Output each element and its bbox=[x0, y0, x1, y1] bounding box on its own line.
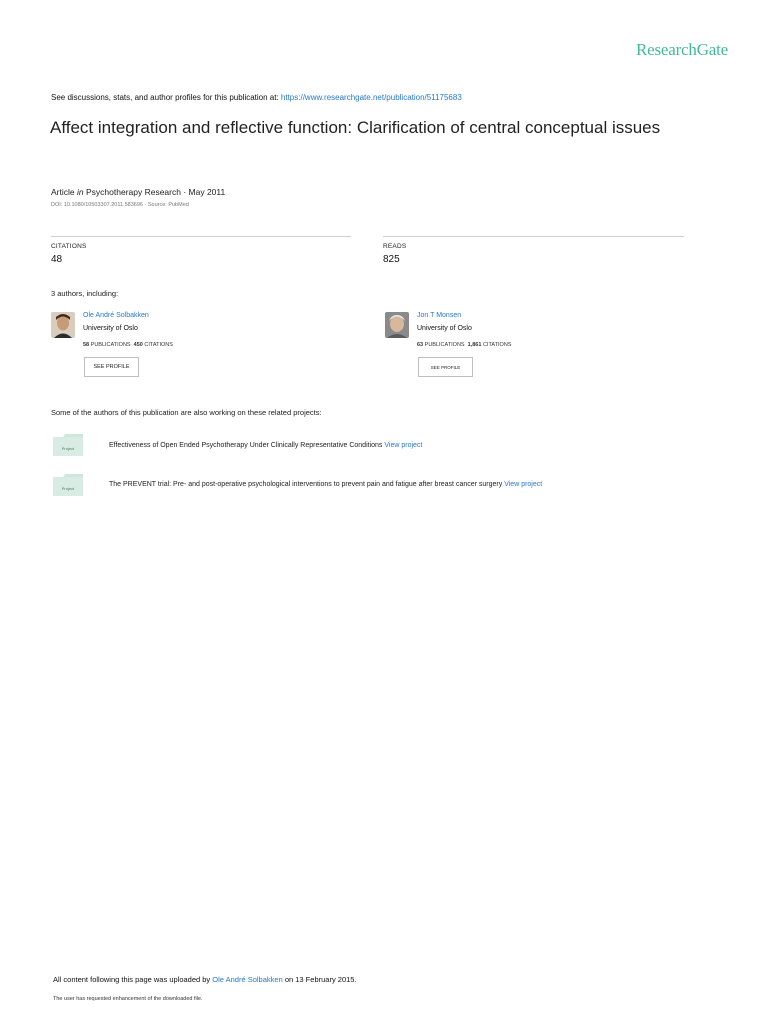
publication-title: Affect integration and reflective function: Clarification of central conceptual issues bbox=[50, 118, 661, 137]
uploader-link[interactable]: Ole André Solbakken bbox=[212, 975, 283, 984]
author-1-citations: 450 bbox=[133, 342, 143, 348]
author-2-publications-label: PUBLICATIONS bbox=[424, 342, 465, 348]
reads-value: 825 bbox=[383, 254, 400, 265]
project-1-folder-icon bbox=[53, 434, 83, 456]
discussion-prefix: See discussions, stats, and author profiles for this publication at: bbox=[51, 93, 281, 102]
author-photo-icon bbox=[385, 312, 409, 338]
project-1-title: Effectiveness of Open Ended Psychotherapy Under Clinically Representative Conditions bbox=[109, 442, 383, 449]
author-photo-icon bbox=[51, 312, 75, 338]
citations-label: CITATIONS bbox=[51, 243, 87, 250]
doi-line: DOI: 10.1080/10503307.2011.583696 · Source: PubMed bbox=[51, 202, 189, 208]
author-1-avatar[interactable] bbox=[51, 312, 75, 338]
discussion-line bbox=[51, 93, 462, 102]
citations-value: 48 bbox=[51, 254, 63, 265]
author-1-citations-label: CITATIONS bbox=[144, 342, 173, 348]
author-2-citations: 1,861 bbox=[467, 342, 482, 348]
authors-heading: 3 authors, including: bbox=[51, 289, 119, 298]
author-2-citations-label: CITATIONS bbox=[482, 342, 512, 348]
article-info bbox=[51, 187, 225, 197]
author-2-publications: 63 bbox=[417, 342, 424, 348]
author-1-name[interactable]: Ole André Solbakken bbox=[83, 312, 149, 319]
project-1-row bbox=[109, 442, 422, 449]
reads-label: READS bbox=[383, 243, 407, 250]
project-2-folder-label: Project bbox=[61, 486, 75, 491]
project-1-folder-label: Project bbox=[61, 446, 75, 451]
project-2-title: The PREVENT trial: Pre- and post-operative psychological interventions to prevent pain and fatigue after breast cancer surgery bbox=[109, 481, 503, 488]
author-1-see-profile-button[interactable]: SEE PROFILE bbox=[84, 357, 139, 377]
enhancement-note: The user has requested enhancement of the downloaded file. bbox=[53, 996, 203, 1002]
author-2-name[interactable]: Jon T Monsen bbox=[417, 312, 462, 319]
author-1-affiliation: University of Oslo bbox=[83, 325, 138, 332]
author-2-affiliation: University of Oslo bbox=[417, 325, 472, 332]
upload-note bbox=[53, 975, 357, 984]
journal-name: Psychotherapy Research bbox=[86, 187, 181, 197]
researchgate-logo[interactable]: ResearchGate bbox=[636, 40, 728, 59]
author-1-publications: 58 bbox=[83, 342, 90, 348]
upload-suffix: on 13 February 2015. bbox=[282, 975, 357, 984]
upload-prefix: All content following this page was uploaded by bbox=[53, 975, 213, 984]
publication-url-link[interactable]: https://www.researchgate.net/publication/51175683 bbox=[280, 93, 462, 102]
project-1-view-link[interactable]: View project bbox=[384, 442, 423, 449]
citations-divider bbox=[51, 236, 351, 237]
author-2-stats bbox=[417, 342, 511, 348]
project-2-view-link[interactable]: View project bbox=[504, 481, 543, 488]
article-type: Article bbox=[51, 187, 75, 197]
article-in: in bbox=[77, 187, 84, 197]
projects-heading: Some of the authors of this publication are also working on these related projects: bbox=[51, 408, 322, 417]
author-2-avatar[interactable] bbox=[385, 312, 409, 338]
project-2-row bbox=[109, 481, 542, 488]
author-2-see-profile-button[interactable]: SEE PROFILE bbox=[418, 357, 473, 377]
author-1-stats bbox=[83, 342, 173, 348]
author-1-publications-label: PUBLICATIONS bbox=[90, 342, 131, 348]
publication-date: · May 2011 bbox=[180, 187, 226, 197]
reads-divider bbox=[383, 236, 684, 237]
project-2-folder-icon bbox=[53, 474, 83, 496]
